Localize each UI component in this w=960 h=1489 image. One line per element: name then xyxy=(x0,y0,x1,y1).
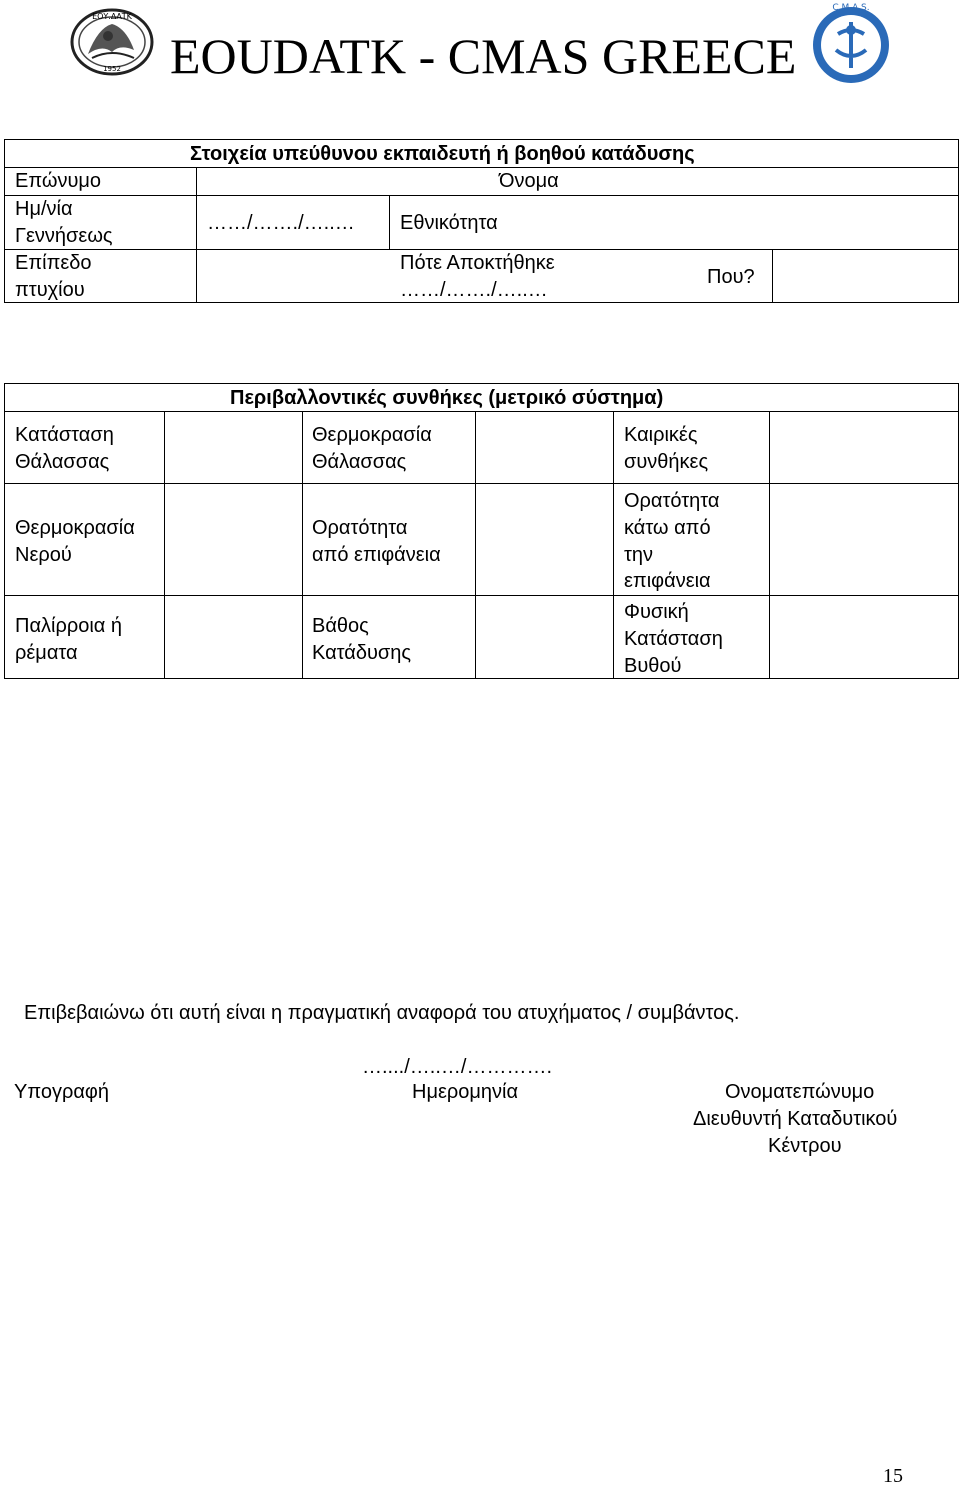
surname-field[interactable] xyxy=(197,168,769,195)
environment-table xyxy=(4,383,959,679)
dob-field[interactable]: ……/……./…..… xyxy=(207,212,355,234)
director-label-line1: Διευθυντή Καταδυτικού xyxy=(693,1108,898,1130)
when-obtained-label: Πότε Αποκτήθηκε xyxy=(400,252,555,274)
nationality-label: Εθνικότητα xyxy=(400,212,498,234)
level-label-line1: Επίπεδο xyxy=(15,252,92,274)
sea-state-field[interactable] xyxy=(165,412,302,483)
logo-left-top-text: ΕΟΥ.ΔΑΤΚ xyxy=(92,12,132,21)
dob-label-line1: Ημ/νία xyxy=(15,198,73,220)
water-temp-field[interactable] xyxy=(165,484,302,595)
surface-visibility-label-line1: Ορατότητα xyxy=(312,517,408,539)
weather-label-line2: συνθήκες xyxy=(624,451,709,473)
weather-field[interactable] xyxy=(770,412,958,483)
dive-depth-label-line2: Κατάδυσης xyxy=(312,642,412,664)
environment-table-heading: Περιβαλλοντικές συνθήκες (μετρικό σύστημα) xyxy=(230,387,664,409)
surface-visibility-field[interactable] xyxy=(476,484,613,595)
date-label: Ημερομηνία xyxy=(412,1081,519,1103)
seabed-state-label-line2: Κατάσταση xyxy=(624,628,723,650)
confirmation-statement: Επιβεβαιώνω ότι αυτή είναι η πραγματική αναφορά του ατυχήματος / συμβάντος. xyxy=(24,1002,740,1024)
sea-temp-label-line2: Θάλασσας xyxy=(312,451,407,473)
weather-label-line1: Καιρικές xyxy=(624,424,698,446)
seabed-state-label-line3: Βυθού xyxy=(624,655,682,677)
seabed-state-field[interactable] xyxy=(770,596,958,678)
sea-state-label-line1: Κατάσταση xyxy=(15,424,114,446)
cmas-logo xyxy=(806,0,896,90)
sea-state-label-line2: Θάλασσας xyxy=(15,451,110,473)
dive-depth-field[interactable] xyxy=(476,596,613,678)
when-obtained-field[interactable]: ……/……./…..… xyxy=(400,279,548,301)
water-temp-label-line1: Θερμοκρασία xyxy=(15,517,135,539)
instructor-table xyxy=(4,139,959,303)
logo-left-year-text: 1952 xyxy=(103,65,121,73)
seabed-state-label-line1: Φυσική xyxy=(624,601,689,623)
instructor-table-heading: Στοιχεία υπεύθυνου εκπαιδευτή ή βοηθού κατάδυσης xyxy=(190,143,695,165)
level-label-line2: πτυχίου xyxy=(15,279,85,301)
signature-label: Υπογραφή xyxy=(14,1081,110,1103)
tides-label-line2: ρέματα xyxy=(15,642,78,664)
water-temp-label-line2: Νερού xyxy=(15,544,72,566)
eoudatk-logo xyxy=(68,6,160,76)
tides-field[interactable] xyxy=(165,596,302,678)
surface-visibility-label-line2: από επιφάνεια xyxy=(312,544,441,566)
page-number: 15 xyxy=(883,1465,903,1487)
surname-label: Επώνυμο xyxy=(15,170,102,192)
sea-temp-field[interactable] xyxy=(476,412,613,483)
underwater-visibility-label-line3: την xyxy=(624,544,654,566)
dive-depth-label-line1: Βάθος xyxy=(312,615,369,637)
logo-right-text: C.M.A.S. xyxy=(832,3,870,13)
tides-label-line1: Παλίρροια ή xyxy=(15,615,123,637)
underwater-visibility-field[interactable] xyxy=(770,484,958,595)
date-field[interactable]: …..../…..…/…………. xyxy=(362,1056,553,1078)
sea-temp-label-line1: Θερμοκρασία xyxy=(312,424,432,446)
underwater-visibility-label-line2: κάτω από xyxy=(624,517,711,539)
where-label: Που? xyxy=(707,266,755,288)
underwater-visibility-label-line4: επιφάνεια xyxy=(624,570,711,592)
director-label-line2: Κέντρου xyxy=(768,1135,842,1157)
page-title: EOUDATK - CMAS GREECE xyxy=(170,28,797,84)
name-label: Όνομα xyxy=(499,170,559,192)
dob-label-line2: Γεννήσεως xyxy=(15,225,113,247)
fullname-label: Ονοματεπώνυμο xyxy=(725,1081,875,1103)
underwater-visibility-label-line1: Ορατότητα xyxy=(624,490,720,512)
